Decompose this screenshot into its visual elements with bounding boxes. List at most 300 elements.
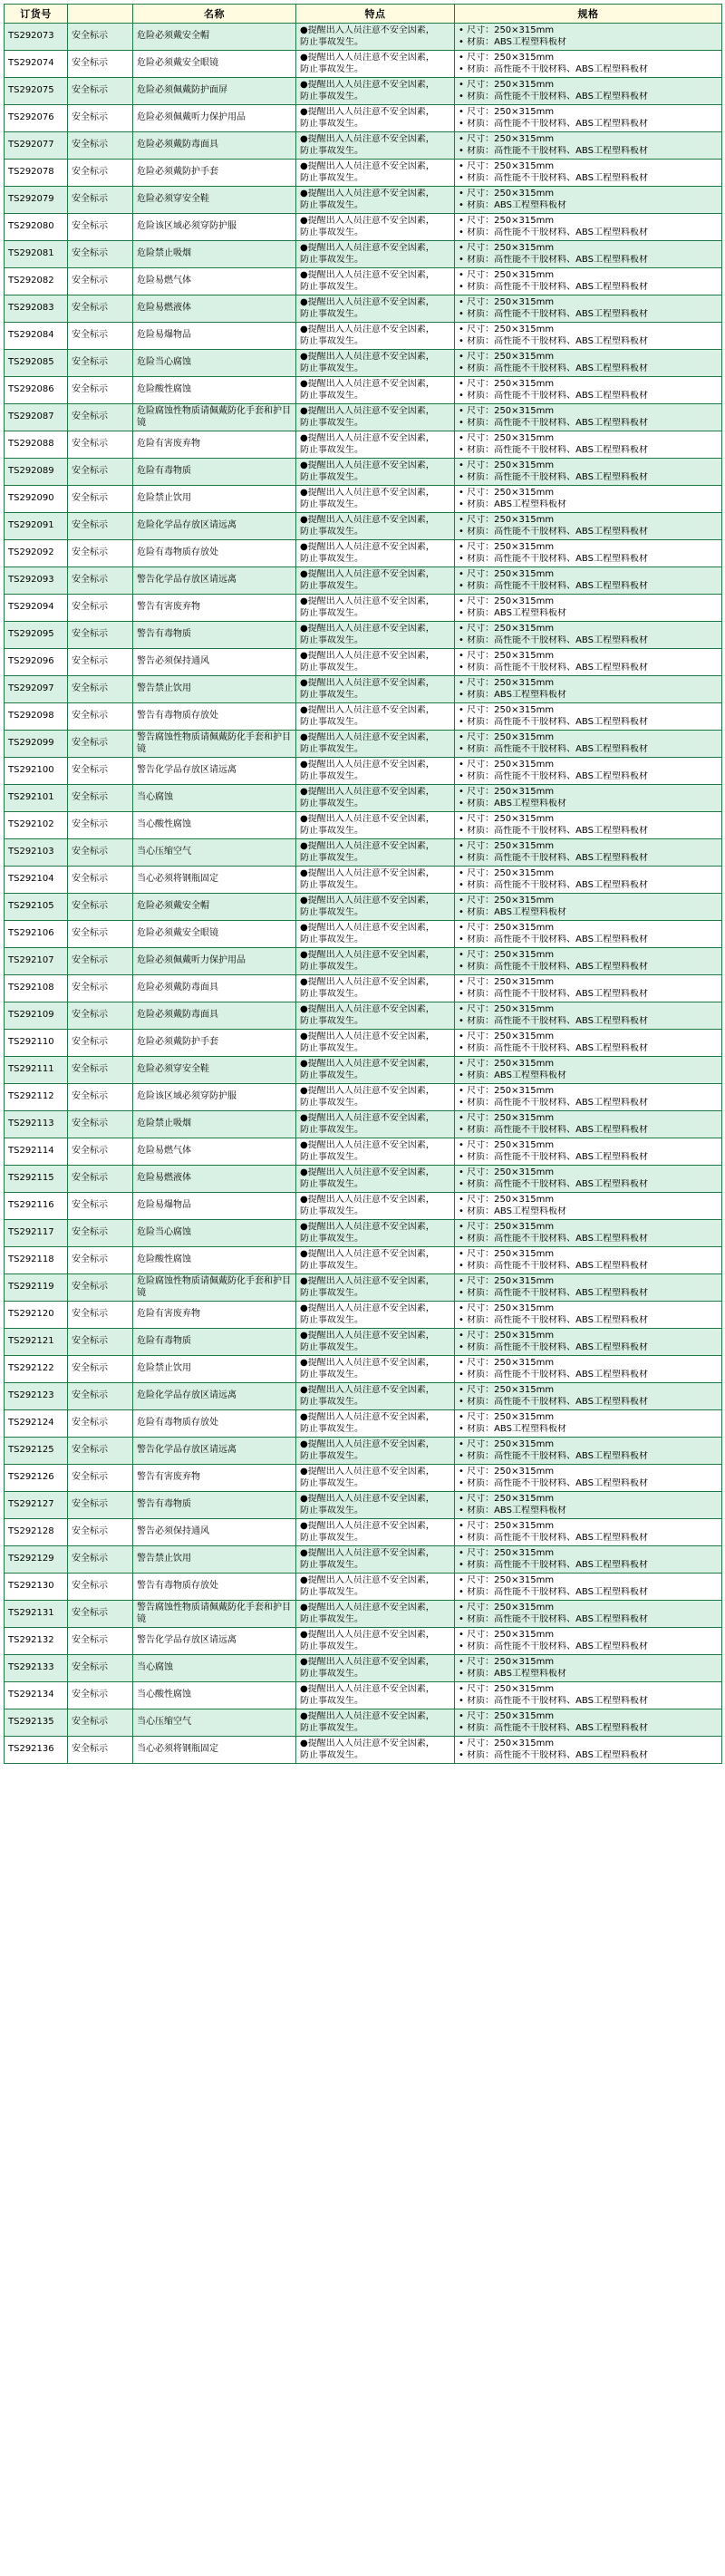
spec-line: • 尺寸：250×315mm [459, 1439, 555, 1449]
cell-features [296, 1492, 455, 1519]
table-row [5, 1193, 722, 1220]
cell-order-code: TS292117 [5, 1220, 68, 1247]
feature-line: 防止事故发生。 [300, 1695, 363, 1706]
cell-features [296, 1519, 455, 1546]
cell-category: 安全标示 [68, 51, 133, 78]
cell-category: 安全标示 [68, 241, 133, 268]
cell-product-name: 危险腐蚀性物质请佩戴防化手套和护目镜 [133, 1274, 296, 1302]
table-row [5, 1057, 722, 1084]
feature-line: ●提醒出入人员注意不安全因素， [300, 1548, 435, 1558]
spec-line: • 材质：高性能不干胶材料、ABS工程塑料板材 [459, 1559, 648, 1570]
cell-category: 安全标示 [68, 540, 133, 567]
table-row [5, 785, 722, 812]
feature-line: 防止事故发生。 [300, 1369, 363, 1380]
cell-category: 安全标示 [68, 1111, 133, 1138]
spec-line: • 尺寸：250×315mm [459, 515, 555, 525]
cell-features [296, 105, 455, 132]
cell-specification [455, 622, 722, 649]
cell-features [296, 1329, 455, 1356]
feature-line: ●提醒出入人员注意不安全因素， [300, 1059, 435, 1069]
table-row [5, 948, 722, 975]
cell-category: 安全标示 [68, 295, 133, 323]
cell-order-code: TS292088 [5, 431, 68, 459]
feature-line: 防止事故发生。 [300, 1314, 363, 1325]
feature-line: ●提醒出入人员注意不安全因素， [300, 1113, 435, 1123]
feature-line: ●提醒出入人员注意不安全因素， [300, 1630, 435, 1640]
cell-product-name: 危险化学品存放区请远离 [133, 1383, 296, 1410]
spec-line: • 尺寸：250×315mm [459, 1222, 555, 1232]
spec-line: • 材质：高性能不干胶材料、ABS工程塑料板材 [459, 1151, 648, 1162]
feature-line: 防止事故发生。 [300, 471, 363, 482]
feature-line: 防止事故发生。 [300, 363, 363, 373]
table-row [5, 921, 722, 948]
cell-specification [455, 295, 722, 323]
cell-order-code: TS292133 [5, 1655, 68, 1682]
cell-features [296, 703, 455, 731]
spec-line: • 材质：高性能不干胶材料、ABS工程塑料板材 [459, 1124, 648, 1135]
cell-specification [455, 486, 722, 513]
cell-category: 安全标示 [68, 1057, 133, 1084]
cell-product-name: 危险必须戴防护手套 [133, 160, 296, 187]
spec-line: • 材质：高性能不干胶材料、ABS工程塑料板材 [459, 743, 648, 754]
spec-line: • 材质：高性能不干胶材料、ABS工程塑料板材 [459, 1015, 648, 1026]
feature-line: ●提醒出入人员注意不安全因素， [300, 352, 435, 362]
feature-line: ●提醒出入人员注意不安全因素， [300, 1004, 435, 1014]
feature-line: 防止事故发生。 [300, 1668, 363, 1679]
spec-line: • 材质：高性能不干胶材料、ABS工程塑料板材 [459, 254, 648, 265]
cell-category: 安全标示 [68, 1492, 133, 1519]
spec-line: • 尺寸：250×315mm [459, 406, 555, 416]
feature-line: ●提醒出入人员注意不安全因素， [300, 1031, 435, 1041]
cell-order-code: TS292112 [5, 1084, 68, 1111]
feature-line: 防止事故发生。 [300, 145, 363, 156]
cell-order-code: TS292084 [5, 323, 68, 350]
feature-line: 防止事故发生。 [300, 934, 363, 944]
table-row [5, 1084, 722, 1111]
cell-order-code: TS292087 [5, 404, 68, 431]
cell-product-name: 警告必须保持通风 [133, 1519, 296, 1546]
cell-features [296, 1546, 455, 1574]
spec-line: • 尺寸：250×315mm [459, 243, 555, 253]
column-header-features: 特点 [296, 5, 455, 24]
cell-product-name: 危险腐蚀性物质请佩戴防化手套和护目镜 [133, 404, 296, 431]
cell-features [296, 404, 455, 431]
cell-category: 安全标示 [68, 1682, 133, 1709]
cell-specification [455, 1737, 722, 1764]
spec-line: • 尺寸：250×315mm [459, 1249, 555, 1259]
table-body [5, 24, 722, 1764]
cell-order-code: TS292130 [5, 1574, 68, 1601]
table-row [5, 1111, 722, 1138]
table-row [5, 1438, 722, 1465]
spec-line: • 材质：高性能不干胶材料、ABS工程塑料板材 [459, 852, 648, 863]
cell-product-name: 危险必须戴防毒面具 [133, 1002, 296, 1030]
cell-product-name: 警告腐蚀性物质请佩戴防化手套和护目镜 [133, 731, 296, 758]
spec-line: • 材质：ABS工程塑料板材 [459, 1206, 566, 1216]
cell-order-code: TS292079 [5, 187, 68, 214]
cell-features [296, 241, 455, 268]
table-row [5, 1546, 722, 1574]
cell-specification [455, 132, 722, 160]
cell-category: 安全标示 [68, 1356, 133, 1383]
feature-line: ●提醒出入人员注意不安全因素， [300, 1358, 435, 1368]
cell-product-name: 危险必须戴安全帽 [133, 894, 296, 921]
cell-features [296, 622, 455, 649]
table-row [5, 459, 722, 486]
feature-line: 防止事故发生。 [300, 199, 363, 210]
cell-features [296, 51, 455, 78]
spec-line: • 尺寸：250×315mm [459, 297, 555, 307]
feature-line: 防止事故发生。 [300, 1396, 363, 1407]
cell-order-code: TS292131 [5, 1601, 68, 1628]
spec-line: • 材质：高性能不干胶材料、ABS工程塑料板材 [459, 716, 648, 727]
cell-features [296, 1111, 455, 1138]
spec-line: • 材质：高性能不干胶材料、ABS工程塑料板材 [459, 662, 648, 673]
cell-category: 安全标示 [68, 567, 133, 595]
table-row [5, 1274, 722, 1302]
feature-line: ●提醒出入人员注意不安全因素， [300, 1657, 435, 1667]
spec-line: • 材质：高性能不干胶材料、ABS工程塑料板材 [459, 1097, 648, 1108]
table-row [5, 540, 722, 567]
cell-product-name: 当心压缩空气 [133, 1709, 296, 1737]
cell-category: 安全标示 [68, 731, 133, 758]
spec-line: • 尺寸：250×315mm [459, 379, 555, 389]
feature-line: ●提醒出入人员注意不安全因素， [300, 596, 435, 606]
cell-features [296, 1193, 455, 1220]
cell-features [296, 1574, 455, 1601]
cell-specification [455, 649, 722, 676]
table-header [5, 5, 722, 24]
cell-specification [455, 1628, 722, 1655]
cell-product-name: 当心腐蚀 [133, 785, 296, 812]
table-row [5, 486, 722, 513]
cell-order-code: TS292103 [5, 839, 68, 867]
feature-line: ●提醒出入人员注意不安全因素， [300, 1439, 435, 1449]
cell-order-code: TS292081 [5, 241, 68, 268]
spec-line: • 尺寸：250×315mm [459, 1385, 555, 1395]
spec-line: • 尺寸：250×315mm [459, 787, 555, 797]
spec-line: • 材质：高性能不干胶材料、ABS工程塑料板材 [459, 879, 648, 890]
spec-line: • 材质：高性能不干胶材料、ABS工程塑料板材 [459, 553, 648, 564]
spec-line: • 材质：高性能不干胶材料、ABS工程塑料板材 [459, 417, 648, 428]
feature-line: 防止事故发生。 [300, 1097, 363, 1108]
spec-line: • 材质：高性能不干胶材料、ABS工程塑料板材 [459, 1287, 648, 1298]
feature-line: ●提醒出入人员注意不安全因素， [300, 406, 435, 416]
cell-category: 安全标示 [68, 350, 133, 377]
feature-line: ●提醒出入人员注意不安全因素， [300, 1249, 435, 1259]
feature-line: 防止事故发生。 [300, 906, 363, 917]
cell-order-code: TS292114 [5, 1138, 68, 1166]
table-row [5, 975, 722, 1002]
cell-order-code: TS292108 [5, 975, 68, 1002]
cell-order-code: TS292075 [5, 78, 68, 105]
cell-order-code: TS292124 [5, 1410, 68, 1438]
product-catalog-table [4, 4, 722, 1764]
spec-line: • 材质：ABS工程塑料板材 [459, 798, 566, 809]
table-row [5, 839, 722, 867]
cell-category: 安全标示 [68, 1274, 133, 1302]
feature-line: ●提醒出入人员注意不安全因素， [300, 1195, 435, 1205]
spec-line: • 尺寸：250×315mm [459, 1738, 555, 1748]
spec-line: • 尺寸：250×315mm [459, 1113, 555, 1123]
cell-specification [455, 1546, 722, 1574]
cell-order-code: TS292132 [5, 1628, 68, 1655]
cell-category: 安全标示 [68, 323, 133, 350]
spec-line: • 尺寸：250×315mm [459, 1276, 555, 1286]
cell-order-code: TS292078 [5, 160, 68, 187]
column-header-code: 订货号 [5, 5, 68, 24]
spec-line: • 尺寸：250×315mm [459, 1521, 555, 1531]
table-row [5, 703, 722, 731]
feature-line: ●提醒出入人员注意不安全因素， [300, 1603, 435, 1612]
spec-line: • 材质：高性能不干胶材料、ABS工程塑料板材 [459, 1396, 648, 1407]
spec-line: • 材质：ABS工程塑料板材 [459, 36, 566, 47]
feature-line: ●提醒出入人员注意不安全因素， [300, 515, 435, 525]
feature-line: ●提醒出入人员注意不安全因素， [300, 1167, 435, 1177]
table-row [5, 1138, 722, 1166]
cell-features [296, 676, 455, 703]
cell-category: 安全标示 [68, 867, 133, 894]
cell-specification [455, 785, 722, 812]
feature-line: ●提醒出入人员注意不安全因素， [300, 1276, 435, 1286]
spec-line: • 材质：高性能不干胶材料、ABS工程塑料板材 [459, 1532, 648, 1543]
cell-features [296, 1709, 455, 1737]
cell-specification [455, 540, 722, 567]
feature-line: 防止事故发生。 [300, 1042, 363, 1053]
feature-line: 防止事故发生。 [300, 444, 363, 455]
spec-line: • 材质：ABS工程塑料板材 [459, 1668, 566, 1679]
cell-features [296, 350, 455, 377]
feature-line: ●提醒出入人员注意不安全因素， [300, 460, 435, 470]
spec-line: • 尺寸：250×315mm [459, 324, 555, 334]
spec-line: • 材质：高性能不干胶材料、ABS工程塑料板材 [459, 1450, 648, 1461]
cell-product-name: 危险必须佩戴防护面屏 [133, 78, 296, 105]
cell-product-name: 危险有毒物质 [133, 459, 296, 486]
cell-features [296, 1410, 455, 1438]
cell-specification [455, 105, 722, 132]
cell-specification [455, 1057, 722, 1084]
cell-order-code: TS292113 [5, 1111, 68, 1138]
spec-line: • 材质：ABS工程塑料板材 [459, 607, 566, 618]
table-header-row [5, 5, 722, 24]
table-row [5, 431, 722, 459]
cell-specification [455, 1166, 722, 1193]
cell-category: 安全标示 [68, 785, 133, 812]
cell-specification [455, 1655, 722, 1682]
cell-product-name: 危险禁止吸烟 [133, 1111, 296, 1138]
feature-line: ●提醒出入人员注意不安全因素， [300, 1385, 435, 1395]
spec-line: • 尺寸：250×315mm [459, 760, 555, 770]
cell-category: 安全标示 [68, 975, 133, 1002]
cell-product-name: 危险该区域必须穿防护服 [133, 1084, 296, 1111]
cell-order-code: TS292090 [5, 486, 68, 513]
cell-product-name: 危险必须佩戴听力保护用品 [133, 105, 296, 132]
table-row [5, 894, 722, 921]
cell-category: 安全标示 [68, 404, 133, 431]
spec-line: • 尺寸：250×315mm [459, 624, 555, 634]
cell-order-code: TS292073 [5, 24, 68, 51]
cell-product-name: 警告有害废弃物 [133, 595, 296, 622]
cell-order-code: TS292092 [5, 540, 68, 567]
feature-line: ●提醒出入人员注意不安全因素， [300, 732, 435, 742]
cell-order-code: TS292089 [5, 459, 68, 486]
feature-line: 防止事故发生。 [300, 689, 363, 700]
cell-specification [455, 1193, 722, 1220]
cell-product-name: 警告化学品存放区请远离 [133, 1628, 296, 1655]
cell-features [296, 377, 455, 404]
cell-features [296, 1601, 455, 1628]
cell-specification [455, 51, 722, 78]
cell-specification [455, 975, 722, 1002]
cell-features [296, 1628, 455, 1655]
feature-line: ●提醒出入人员注意不安全因素， [300, 896, 435, 905]
feature-line: 防止事故发生。 [300, 825, 363, 836]
cell-category: 安全标示 [68, 1601, 133, 1628]
cell-specification [455, 350, 722, 377]
cell-specification [455, 1410, 722, 1438]
feature-line: ●提醒出入人员注意不安全因素， [300, 324, 435, 334]
cell-specification [455, 1302, 722, 1329]
cell-category: 安全标示 [68, 1329, 133, 1356]
feature-line: ●提醒出入人员注意不安全因素， [300, 1412, 435, 1422]
cell-specification [455, 214, 722, 241]
table-row [5, 268, 722, 295]
spec-line: • 材质：高性能不干胶材料、ABS工程塑料板材 [459, 145, 648, 156]
cell-category: 安全标示 [68, 1465, 133, 1492]
table-row [5, 51, 722, 78]
spec-line: • 材质：高性能不干胶材料、ABS工程塑料板材 [459, 1178, 648, 1189]
cell-features [296, 649, 455, 676]
feature-line: ●提醒出入人员注意不安全因素， [300, 841, 435, 851]
cell-specification [455, 1519, 722, 1546]
cell-category: 安全标示 [68, 24, 133, 51]
feature-line: 防止事故发生。 [300, 1477, 363, 1488]
table-row [5, 1030, 722, 1057]
table-row [5, 132, 722, 160]
table-row [5, 867, 722, 894]
spec-line: • 尺寸：250×315mm [459, 678, 555, 688]
cell-order-code: TS292109 [5, 1002, 68, 1030]
cell-order-code: TS292128 [5, 1519, 68, 1546]
spec-line: • 尺寸：250×315mm [459, 460, 555, 470]
feature-line: ●提醒出入人员注意不安全因素， [300, 1494, 435, 1504]
feature-line: 防止事故发生。 [300, 172, 363, 183]
cell-category: 安全标示 [68, 595, 133, 622]
cell-product-name: 警告有毒物质 [133, 1492, 296, 1519]
spec-line: • 尺寸：250×315mm [459, 25, 555, 35]
table-row [5, 295, 722, 323]
spec-line: • 尺寸：250×315mm [459, 596, 555, 606]
cell-features [296, 567, 455, 595]
cell-order-code: TS292119 [5, 1274, 68, 1302]
cell-product-name: 危险易爆物品 [133, 323, 296, 350]
cell-order-code: TS292094 [5, 595, 68, 622]
feature-line: 防止事故发生。 [300, 662, 363, 673]
feature-line: ●提醒出入人员注意不安全因素， [300, 161, 435, 171]
feature-line: ●提醒出入人员注意不安全因素， [300, 25, 435, 35]
table-row [5, 1601, 722, 1628]
cell-category: 安全标示 [68, 132, 133, 160]
cell-product-name: 警告腐蚀性物质请佩戴防化手套和护目镜 [133, 1601, 296, 1628]
spec-line: • 材质：高性能不干胶材料、ABS工程塑料板材 [459, 961, 648, 972]
cell-product-name: 危险必须戴防毒面具 [133, 132, 296, 160]
feature-line: ●提醒出入人员注意不安全因素， [300, 950, 435, 960]
spec-line: • 材质：高性能不干胶材料、ABS工程塑料板材 [459, 91, 648, 102]
spec-line: • 尺寸：250×315mm [459, 80, 555, 90]
cell-product-name: 危险易爆物品 [133, 1193, 296, 1220]
feature-line: ●提醒出入人员注意不安全因素， [300, 678, 435, 688]
feature-line: 防止事故发生。 [300, 1206, 363, 1216]
cell-features [296, 78, 455, 105]
feature-line: 防止事故发生。 [300, 1586, 363, 1597]
cell-order-code: TS292102 [5, 812, 68, 839]
table-row [5, 622, 722, 649]
cell-features [296, 731, 455, 758]
cell-features [296, 540, 455, 567]
spec-line: • 尺寸：250×315mm [459, 1167, 555, 1177]
cell-specification [455, 1574, 722, 1601]
cell-order-code: TS292115 [5, 1166, 68, 1193]
feature-line: ●提醒出入人员注意不安全因素， [300, 270, 435, 280]
cell-product-name: 警告有毒物质存放处 [133, 1574, 296, 1601]
table-row [5, 377, 722, 404]
cell-product-name: 警告化学品存放区请远离 [133, 1438, 296, 1465]
cell-category: 安全标示 [68, 1574, 133, 1601]
feature-line: 防止事故发生。 [300, 1749, 363, 1760]
spec-line: • 材质：ABS工程塑料板材 [459, 499, 566, 509]
cell-category: 安全标示 [68, 1737, 133, 1764]
spec-line: • 材质：ABS工程塑料板材 [459, 1423, 566, 1434]
table-row [5, 1709, 722, 1737]
spec-line: • 材质：高性能不干胶材料、ABS工程塑料板材 [459, 634, 648, 645]
cell-specification [455, 1465, 722, 1492]
spec-line: • 尺寸：250×315mm [459, 433, 555, 443]
cell-specification [455, 160, 722, 187]
spec-line: • 尺寸：250×315mm [459, 488, 555, 498]
cell-product-name: 警告有毒物质 [133, 622, 296, 649]
feature-line: ●提醒出入人员注意不安全因素， [300, 53, 435, 63]
cell-features [296, 1465, 455, 1492]
spec-line: • 材质：ABS工程塑料板材 [459, 689, 566, 700]
feature-line: 防止事故发生。 [300, 1505, 363, 1516]
cell-features [296, 812, 455, 839]
cell-features [296, 1002, 455, 1030]
cell-order-code: TS292123 [5, 1383, 68, 1410]
table-row [5, 513, 722, 540]
cell-specification [455, 404, 722, 431]
spec-line: • 尺寸：250×315mm [459, 1140, 555, 1150]
cell-order-code: TS292082 [5, 268, 68, 295]
cell-order-code: TS292098 [5, 703, 68, 731]
spec-line: • 材质：高性能不干胶材料、ABS工程塑料板材 [459, 335, 648, 346]
cell-product-name: 危险该区域必须穿防护服 [133, 214, 296, 241]
cell-order-code: TS292116 [5, 1193, 68, 1220]
spec-line: • 材质：高性能不干胶材料、ABS工程塑料板材 [459, 308, 648, 319]
cell-order-code: TS292136 [5, 1737, 68, 1764]
cell-order-code: TS292134 [5, 1682, 68, 1709]
cell-specification [455, 921, 722, 948]
feature-line: ●提醒出入人员注意不安全因素， [300, 189, 435, 199]
cell-specification [455, 377, 722, 404]
spec-line: • 材质：高性能不干胶材料、ABS工程塑料板材 [459, 825, 648, 836]
spec-line: • 尺寸：250×315mm [459, 1358, 555, 1368]
cell-product-name: 危险酸性腐蚀 [133, 1247, 296, 1274]
table-row [5, 1655, 722, 1682]
spec-line: • 尺寸：250×315mm [459, 1031, 555, 1041]
cell-specification [455, 241, 722, 268]
spec-line: • 材质：高性能不干胶材料、ABS工程塑料板材 [459, 227, 648, 237]
table-row [5, 1302, 722, 1329]
